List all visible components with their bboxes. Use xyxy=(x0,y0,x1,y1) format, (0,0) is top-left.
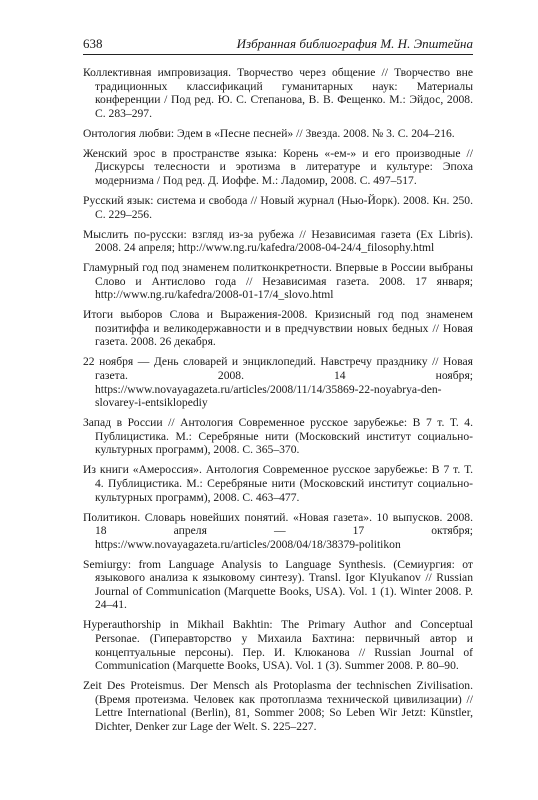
bibliography-entry: Онтология любви: Эдем в «Песне песней» // Звезда. 2008. № 3. С. 204–216. xyxy=(83,126,455,140)
bibliography-entry: Zeit Des Proteismus. Der Mensch als Protoplasma der technischen Zivilisation. (Время протеизма. Человек как протоплазма технической цивилизации) // Lettre International (Berlin), 81, Sommer 2008; So Leben Wir Jetzt: Künstler, Dichter, Denker zur Lage der Welt. S. 225–227. xyxy=(83,679,473,734)
bibliography-entry: Из книги «Амероссия». Антология Современное русское зарубежье: В 7 т. Т. 4. Публицистика. М.: Серебряные нити (Московский институт социально-культурных программ), 2008. С. 463–477. xyxy=(83,463,473,504)
bibliography-entry: Hyperauthorship in Mikhail Bakhtin: The Primary Author and Conceptual Personae. (Гиперавторство у Михаила Бахтина: первичный автор и концептуальные персоны). Пер. И. Клюканова // Russian Journal of Communication (Marquette Books, USA). Vol. 1 (3). Summer 2008. P. 80–90. xyxy=(83,618,473,673)
bibliography-entry: 22 ноября — День словарей и энциклопедий. Навстречу празднику // Новая газета. 2008. 14 ноября; https://www.novayagazeta.ru/articles/2008/11/14/35869-22-noyabrya-den-slovarey-i-entsiklopediy xyxy=(83,355,473,410)
bibliography-entry: Итоги выборов Слова и Выражения-2008. Кризисный год под знаменем позитиффа и великодержавности и в предчувствии новых бедных // Новая газета. 2008. 26 декабря. xyxy=(83,308,473,349)
bibliography-entry: Коллективная импровизация. Творчество через общение // Творчество вне традиционных классификаций гуманитарных наук: Материалы конференции / Под ред. Ю. С. Степанова, В. В. Фещенко. М.: Эйдос, 2008. С. 283–297. xyxy=(83,66,473,120)
page-number: 638 xyxy=(83,36,103,51)
bibliography-entry: Мыслить по-русски: взгляд из-за рубежа // Независимая газета (Ex Libris). 2008. 24 апреля; http://www.ng.ru/kafedra/2008-04-24/4_filosophy.html xyxy=(83,227,473,255)
bibliography-entry: Политикон. Словарь новейших понятий. «Новая газета». 10 выпусков. 2008. 18 апреля — 17 октября; https://www.novayagazeta.ru/articles/2008/04/18/38379-politikon xyxy=(83,510,473,551)
bibliography-list xyxy=(83,66,473,740)
bibliography-entry: Женский эрос в пространстве языка: Корень «-ем-» и его производные // Дискурсы телесности и эротизма в литературе и культуре: Эпоха модернизма / Под ред. Д. Иоффе. М.: Ладомир, 2008. С. 497–517. xyxy=(83,146,473,187)
bibliography-entry: Semiurgy: from Language Analysis to Language Synthesis. (Семиургия: от языкового анализа к языковому синтезу). Transl. Igor Klyukanov // Russian Journal of Communication (Marquette Books, USA). Vol. 1 (1). Winter 2008. P. 24–41. xyxy=(83,557,473,612)
bibliography-entry: Русский язык: система и свобода // Новый журнал (Нью-Йорк). 2008. Кн. 250. С. 229–256. xyxy=(83,193,473,221)
bibliography-entry: Гламурный год под знаменем политконкретности. Впервые в России выбраны Слово и Антислово года // Независимая газета. 2008. 17 января; http://www.ng.ru/kafedra/2008-01-17/4_slovo.html xyxy=(83,261,473,302)
bibliography-entry: Запад в России // Антология Современное русское зарубежье: В 7 т. Т. 4. Публицистика. М.: Серебряные нити (Московский институт социально-культурных программ), 2008. С. 365–370. xyxy=(83,416,473,457)
page-header xyxy=(83,34,473,55)
running-head: Избранная библиография М. Н. Эпштейна xyxy=(236,36,473,51)
